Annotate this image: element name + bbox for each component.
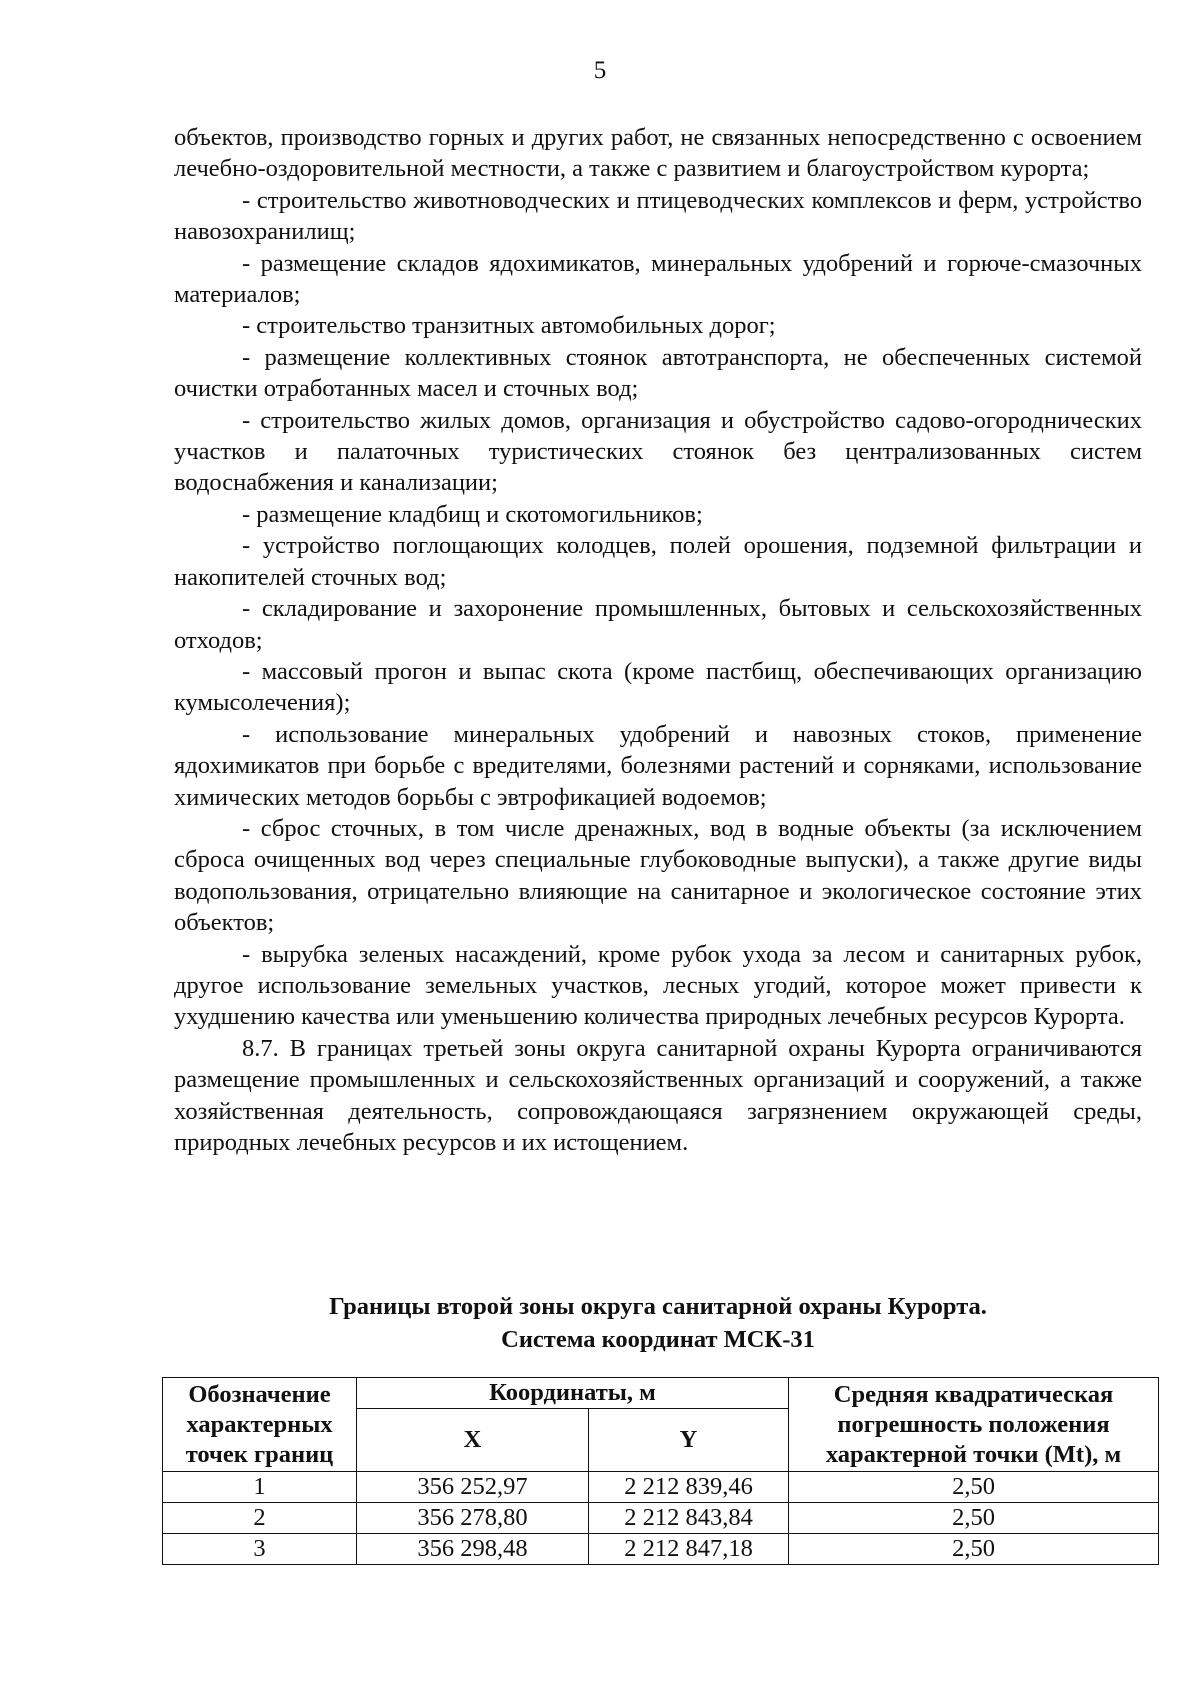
cell-mt: 2,50 — [789, 1472, 1159, 1503]
paragraph: - размещение кладбищ и скотомогильников; — [242, 500, 703, 528]
cell-x: 356 252,97 — [357, 1472, 589, 1503]
coordinates-table — [162, 1377, 1159, 1565]
header-y: Y — [589, 1409, 789, 1472]
table-title — [174, 1290, 1142, 1356]
header-coordinates: Координаты, м — [357, 1378, 789, 1409]
cell-point: 2 — [163, 1503, 357, 1534]
table-title-line2: Система координат МСК-31 — [501, 1326, 815, 1353]
header-x: X — [357, 1409, 589, 1472]
cell-y: 2 212 839,46 — [589, 1472, 789, 1503]
paragraph: - строительство транзитных автомобильных дорог; — [242, 312, 776, 340]
cell-mt: 2,50 — [789, 1534, 1159, 1565]
header-mean-square-error: Средняя квадратическая погрешность положения характерной точки (Mt), м — [789, 1378, 1159, 1472]
paragraph: - размещение складов ядохимикатов, минеральных удобрений и горюче-смазочных материалов; — [174, 249, 1142, 309]
paragraph: - массовый прогон и выпас скота (кроме пастбищ, обеспечивающих организацию кумысолечения); — [174, 657, 1142, 717]
table-row — [163, 1472, 1159, 1503]
cell-y: 2 212 843,84 — [589, 1503, 789, 1534]
header-point-designation: Обозначение характерных точек границ — [163, 1378, 357, 1472]
table-row — [163, 1503, 1159, 1534]
paragraph: объектов, производство горных и других работ, не связанных непосредственно с освоением лечебно-оздоровительной местности, а также с развитием и благоустройством курорта; — [174, 124, 1142, 183]
table-row — [163, 1534, 1159, 1565]
paragraph: - сброс сточных, в том числе дренажных, вод в водные объекты (за исключением сброса очищенных вод через специальные глубоководные выпуски), а также другие виды водопользования, отрицательно влияющие на санитарное и экологическое состояние этих объектов; — [174, 814, 1142, 937]
paragraph: - использование минеральных удобрений и навозных стоков, применение ядохимикатов при борьбе с вредителями, болезнями растений и сорняками, использование химических методов борьбы с эвтрофикацией водоемов; — [174, 720, 1142, 811]
paragraph: - вырубка зеленых насаждений, кроме рубок ухода за лесом и санитарных рубок, другое использование земельных участков, лесных угодий, которое может привести к ухудшению качества или уменьшению количества природных лечебных ресурсов Курорта. — [174, 940, 1142, 1031]
cell-point: 3 — [163, 1534, 357, 1565]
paragraph: - размещение коллективных стоянок автотранспорта, не обеспеченных системой очистки отработанных масел и сточных вод; — [174, 343, 1142, 403]
table-title-line1: Границы второй зоны округа санитарной охраны Курорта. — [329, 1293, 987, 1320]
paragraph: - строительство жилых домов, организация и обустройство садово-огороднических участков и палаточных туристических стоянок без централизованных систем водоснабжения и канализации; — [174, 406, 1142, 497]
cell-point: 1 — [163, 1472, 357, 1503]
body-text — [174, 122, 1142, 1158]
cell-mt: 2,50 — [789, 1503, 1159, 1534]
paragraph: - складирование и захоронение промышленных, бытовых и сельскохозяйственных отходов; — [174, 595, 1142, 654]
paragraph-section-8-7: 8.7. В границах третьей зоны округа санитарной охраны Курорта ограничиваются размещение промышленных и сельскохозяйственных организаций и сооружений, а также хозяйственная деятельность, сопровождающаяся загрязнением окружающей среды, природных лечебных ресурсов и их истощением. — [174, 1034, 1142, 1156]
paragraph: - строительство животноводческих и птицеводческих комплексов и ферм, устройство навозохранилищ; — [174, 186, 1142, 246]
cell-y: 2 212 847,18 — [589, 1534, 789, 1565]
page-number: 5 — [593, 57, 607, 84]
paragraph: - устройство поглощающих колодцев, полей орошения, подземной фильтрации и накопителей сточных вод; — [174, 532, 1142, 591]
cell-x: 356 278,80 — [357, 1503, 589, 1534]
cell-x: 356 298,48 — [357, 1534, 589, 1565]
